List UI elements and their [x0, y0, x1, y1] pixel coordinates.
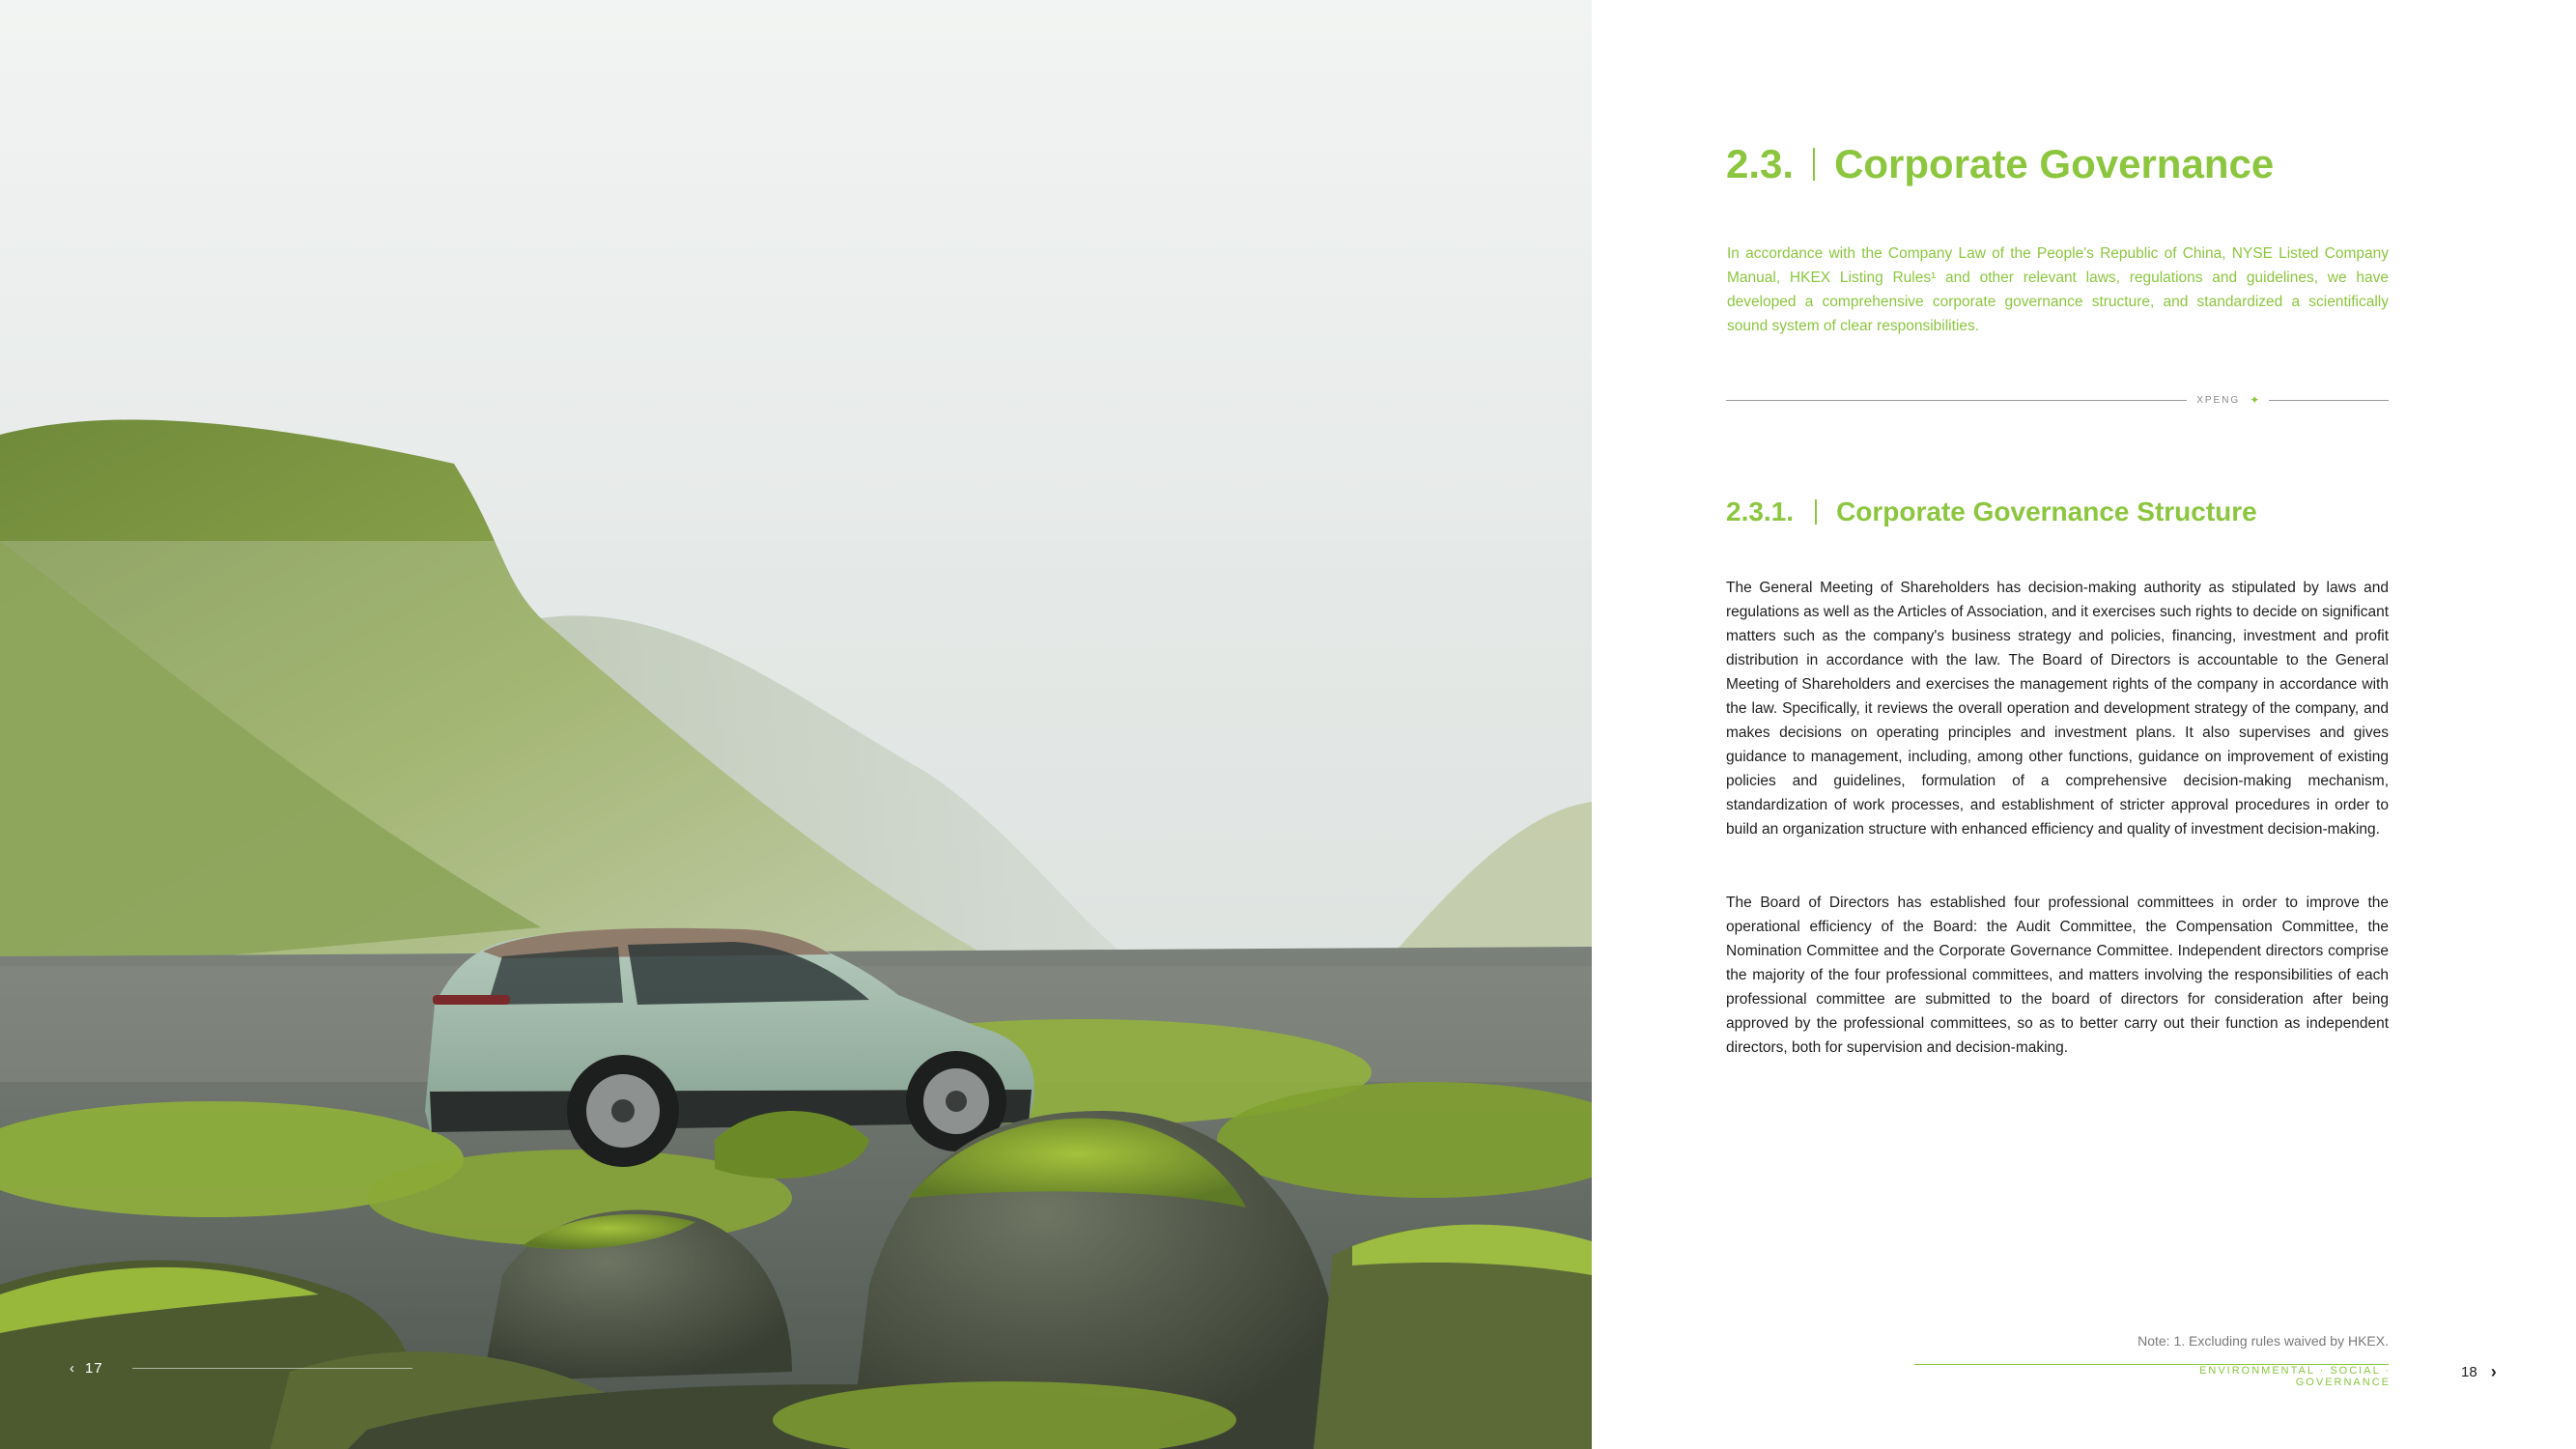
left-page-number: 17 — [85, 1360, 103, 1377]
footnote: Note: 1. Excluding rules waived by HKEX. — [2137, 1333, 2389, 1349]
brand-name: XPENG — [2196, 394, 2241, 406]
chevron-right-icon[interactable]: › — [2490, 1362, 2497, 1381]
section-heading — [1726, 141, 2274, 187]
text-page — [1592, 0, 2576, 1449]
left-page-nav — [70, 1360, 412, 1377]
left-footer-rule — [132, 1368, 412, 1369]
subsection-title: Corporate Governance Structure — [1836, 497, 2257, 526]
section-number: 2.3. — [1726, 141, 1795, 186]
section-title: Corporate Governance — [1834, 141, 2275, 186]
brand-divider — [1726, 392, 2389, 408]
footer-esg-label: ENVIRONMENTAL · SOCIAL · GOVERNANCE — [2199, 1365, 2391, 1388]
chevron-left-icon[interactable]: ‹ — [70, 1360, 75, 1377]
body-paragraph: The Board of Directors has established four professional committees in order to improve the operational efficiency of the Board: the Audit Committee, the Compensation Committee, the Nomination Committee and the Corporate Governance Committee. Independent directors comprise the majority of the four professional committees, and matters involving the responsibilities of each professional committee are submitted to the board of directors for consideration after being approved by the professional committees, so as to better carry out their function as independent directors, both for supervision and decision-making. — [1726, 895, 2389, 1056]
subsection-number: 2.3.1. — [1726, 497, 1795, 526]
right-page-nav — [2461, 1362, 2497, 1382]
heading-divider — [1813, 148, 1815, 181]
section-intro: In accordance with the Company Law of the People's Republic of China, NYSE Listed Company Manual, HKEX Listing Rules¹ and other relevant laws, regulations and guidelines, we have developed a comprehensive corporate governance structure, and standardized a scientifically sound system of clear responsibilities. — [1727, 245, 2389, 334]
subheading-divider — [1815, 499, 1817, 525]
sparkle-icon: ✦ — [2250, 393, 2260, 407]
subsection-heading — [1726, 497, 2257, 527]
body-paragraph: The General Meeting of Shareholders has decision-making authority as stipulated by laws and regulations as well as the Articles of Association, and it exercises such rights to decide on significant matters such as the company's business strategy and policies, financing, investment and profit distribution in accordance with the law. The Board of Directors is accountable to the General Meeting of Shareholders and exercises the management rights of the company in accordance with the law. Specifically, it reviews the overall operation and development strategy of the company, and makes decisions on operating principles and investment plans. It also supervises and gives guidance to management, including, among other functions, guidance on improvement of existing policies and guidelines, formulation of a comprehensive decision-making mechanism, standardization of work processes, and establishment of stricter approval procedures in order to build an organization structure with enhanced efficiency and quality of investment decision-making. — [1726, 580, 2389, 838]
brand-rule-right — [2269, 400, 2389, 401]
right-page-number: 18 — [2461, 1364, 2477, 1380]
brand-rule-left — [1726, 400, 2187, 401]
